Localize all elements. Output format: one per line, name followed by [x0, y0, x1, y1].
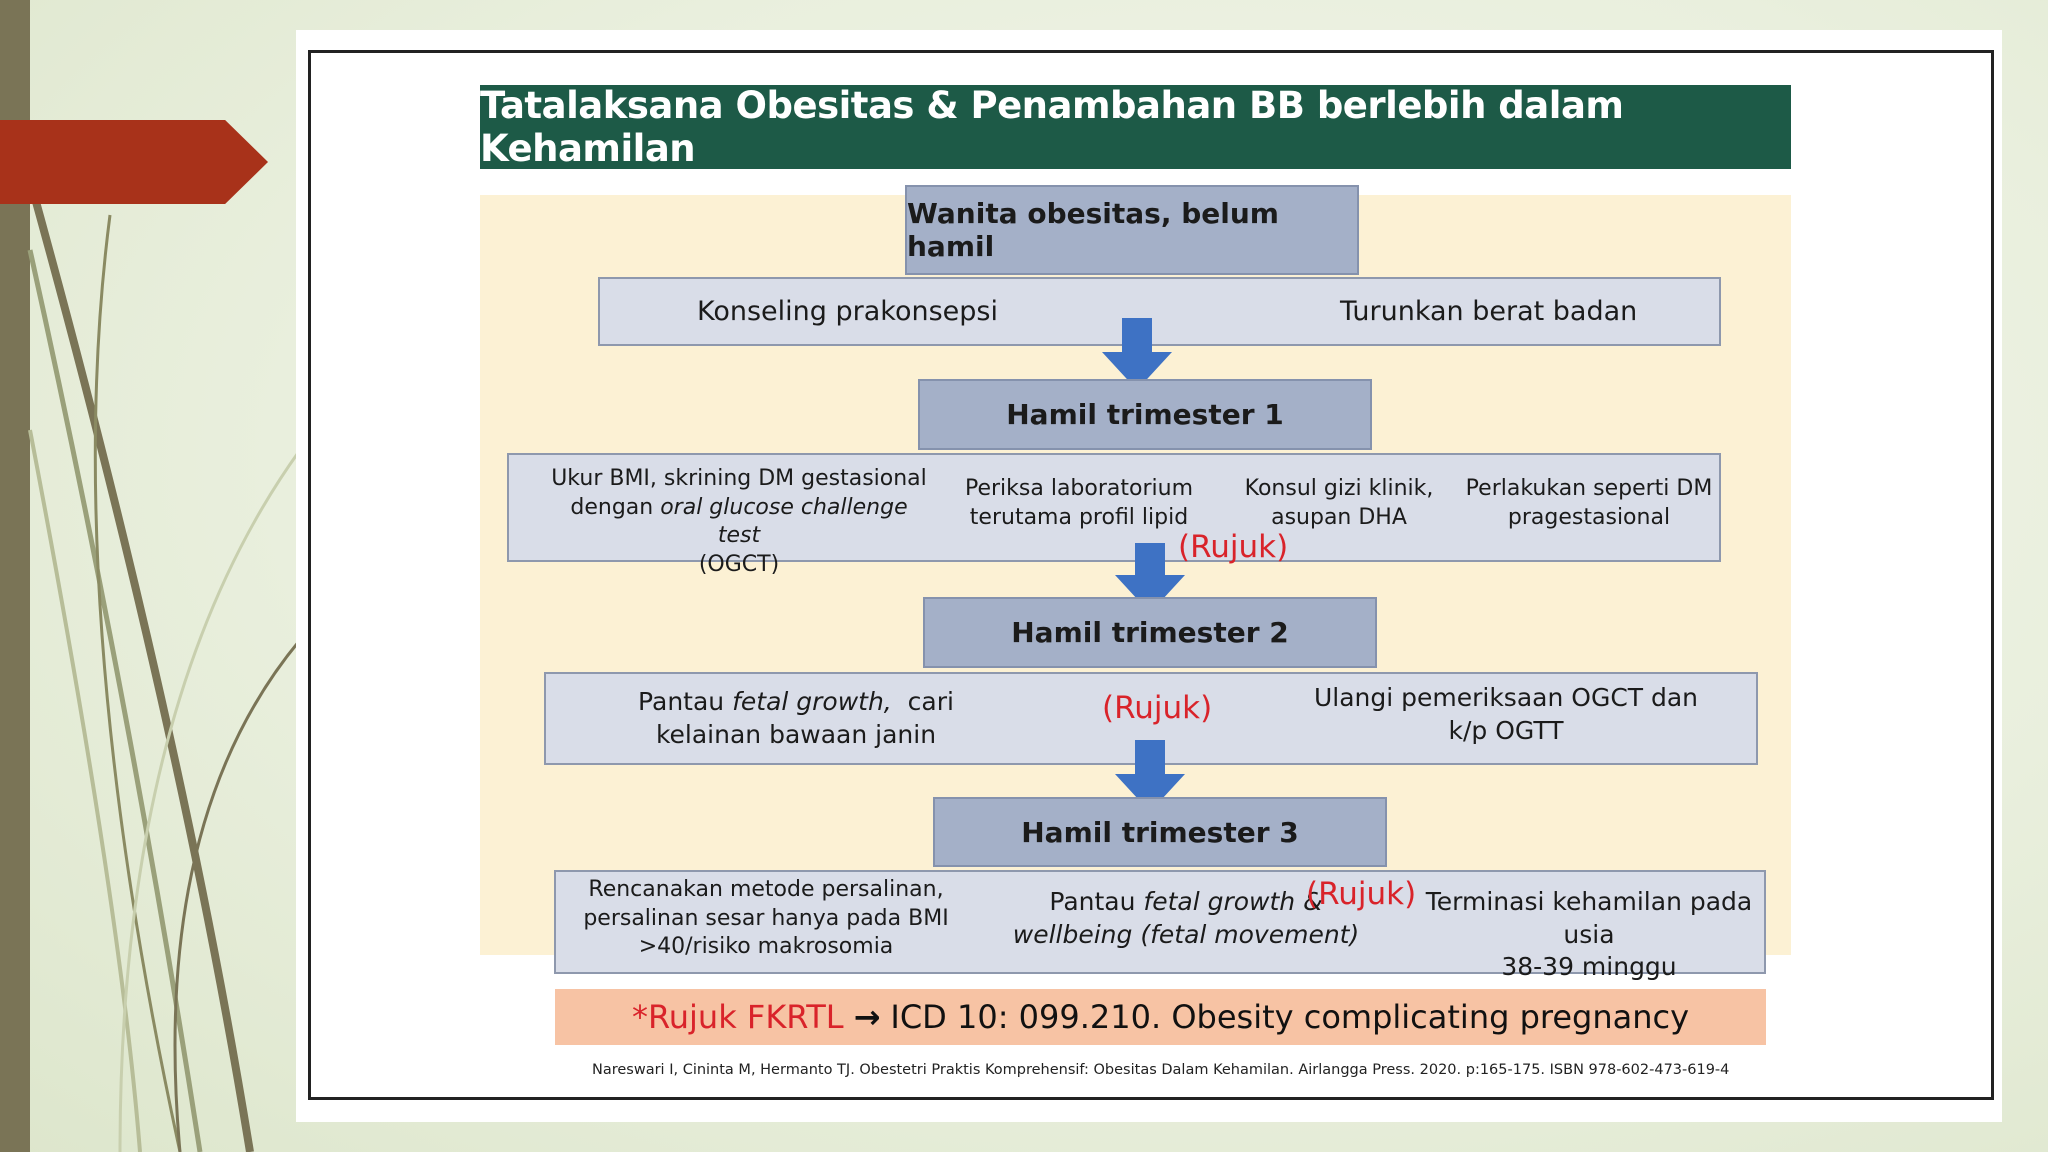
t1-nutrition-consult: Konsul gizi klinik, asupan DHA [1244, 476, 1434, 530]
t3-monitor-wellbeing: Pantau fetal growth & wellbeing (fetal movement) [1012, 887, 1360, 949]
t3-rujuk-label: (Rujuk) [1306, 876, 1417, 912]
preconception-counseling: Konseling prakonsepsi [697, 296, 998, 327]
citation: Nareswari I, Cininta M, Hermanto TJ. Obestetri Praktis Komprehensif: Obesitas Dalam Kehamilan. Airlangga Press. 2020. p:165-175. ISBN 978-602-473-619-4 [592, 1062, 1730, 1078]
icd-code-text: ICD 10: 099.210. Obesity complicating pregnancy [890, 998, 1690, 1036]
trimester-1-header [918, 379, 1372, 450]
t3-plan-delivery: Rencanakan metode persalinan, persalinan sesar hanya pada BMI >40/risiko makrosomia [583, 877, 949, 960]
t1-bmi-screening: Ukur BMI, skrining DM gestasional dengan oral glucose challenge test (OGCT) [551, 466, 927, 577]
trimester-1-actions [507, 453, 1721, 577]
flowchart-title: Tatalaksana Obesitas & Penambahan BB berlebih dalam Kehamilan [480, 85, 1791, 169]
trimester-3-label: Hamil trimester 3 [1021, 815, 1299, 849]
box-obese-not-pregnant [905, 185, 1359, 275]
box-obese-not-pregnant-label: Wanita obesitas, belum hamil [907, 197, 1279, 263]
right-arrow-icon: → [853, 998, 881, 1036]
t2-monitor-fetal-growth: Pantau fetal growth, cari kelainan bawaan janin [638, 687, 954, 749]
t3-termination: Terminasi kehamilan pada usia 38-39 minggu [1425, 887, 1753, 981]
trimester-3-header [933, 797, 1387, 867]
t1-treat-as-dm: Perlakukan seperti DM pragestasional [1465, 476, 1713, 530]
trimester-3-actions [554, 870, 1766, 981]
referral-icd-bar [555, 989, 1766, 1045]
t1-lab-check: Periksa laboratorium terutama profil lipid [964, 476, 1193, 530]
trimester-2-label: Hamil trimester 2 [1011, 616, 1289, 649]
t2-repeat-ogct: Ulangi pemeriksaan OGCT dan k/p OGTT [1313, 683, 1699, 745]
red-pointer-arrow [0, 120, 268, 204]
trimester-2-header [923, 597, 1377, 668]
rujuk-fkrtl: *Rujuk FKRTL [631, 998, 844, 1036]
t2-rujuk-label: (Rujuk) [1102, 690, 1213, 726]
t1-rujuk-label: (Rujuk) [1178, 529, 1289, 565]
reduce-weight: Turunkan berat badan [1340, 296, 1638, 327]
trimester-1-label: Hamil trimester 1 [1006, 398, 1284, 431]
